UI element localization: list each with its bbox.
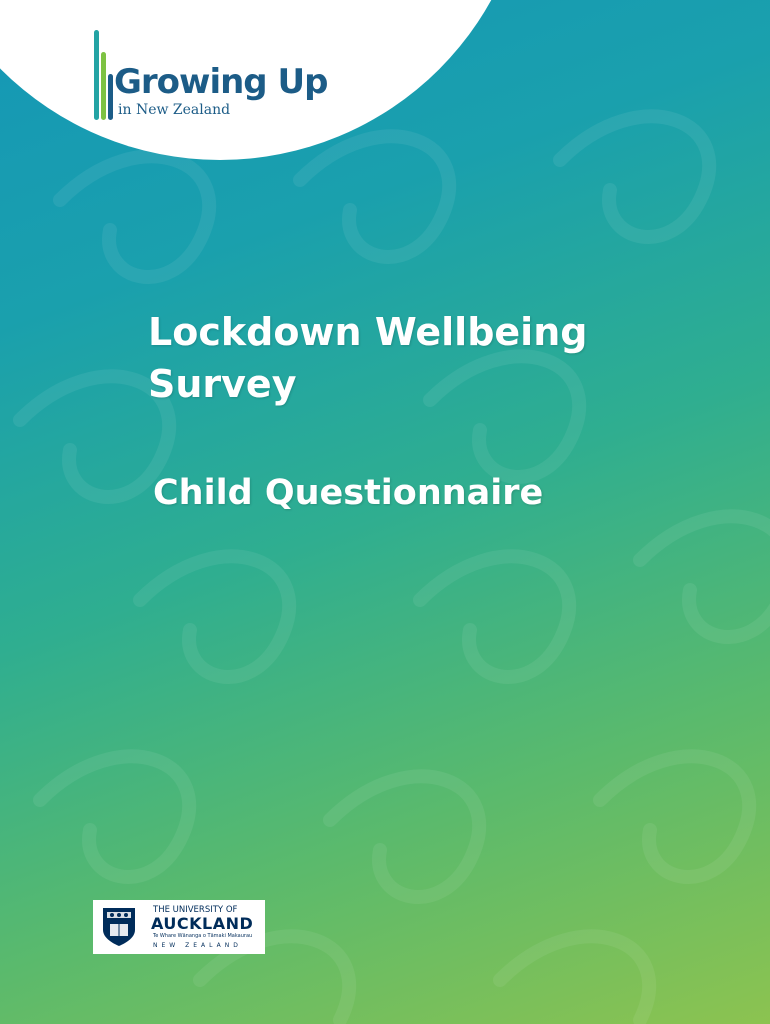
growing-up-logo	[90, 26, 370, 126]
page-title	[148, 306, 748, 410]
university-maori-name: Te Whare Wānanga o Tāmaki Makaurau	[153, 933, 253, 939]
university-name-line-2: AUCKLAND	[151, 914, 254, 933]
logo-bars-icon	[92, 30, 116, 120]
university-country: NEW ZEALAND	[153, 942, 242, 949]
university-logo	[93, 900, 265, 954]
logo-title: Growing Up	[114, 62, 328, 102]
title-block	[148, 306, 748, 410]
document-subtitle: Child Questionnaire	[153, 473, 544, 513]
university-crest-icon	[101, 906, 137, 948]
university-name-line-1: THE UNIVERSITY OF	[153, 905, 238, 915]
logo-subtitle: in New Zealand	[118, 102, 231, 118]
title-line-2: Survey	[148, 362, 297, 406]
title-line-1: Lockdown Wellbeing	[148, 310, 588, 354]
